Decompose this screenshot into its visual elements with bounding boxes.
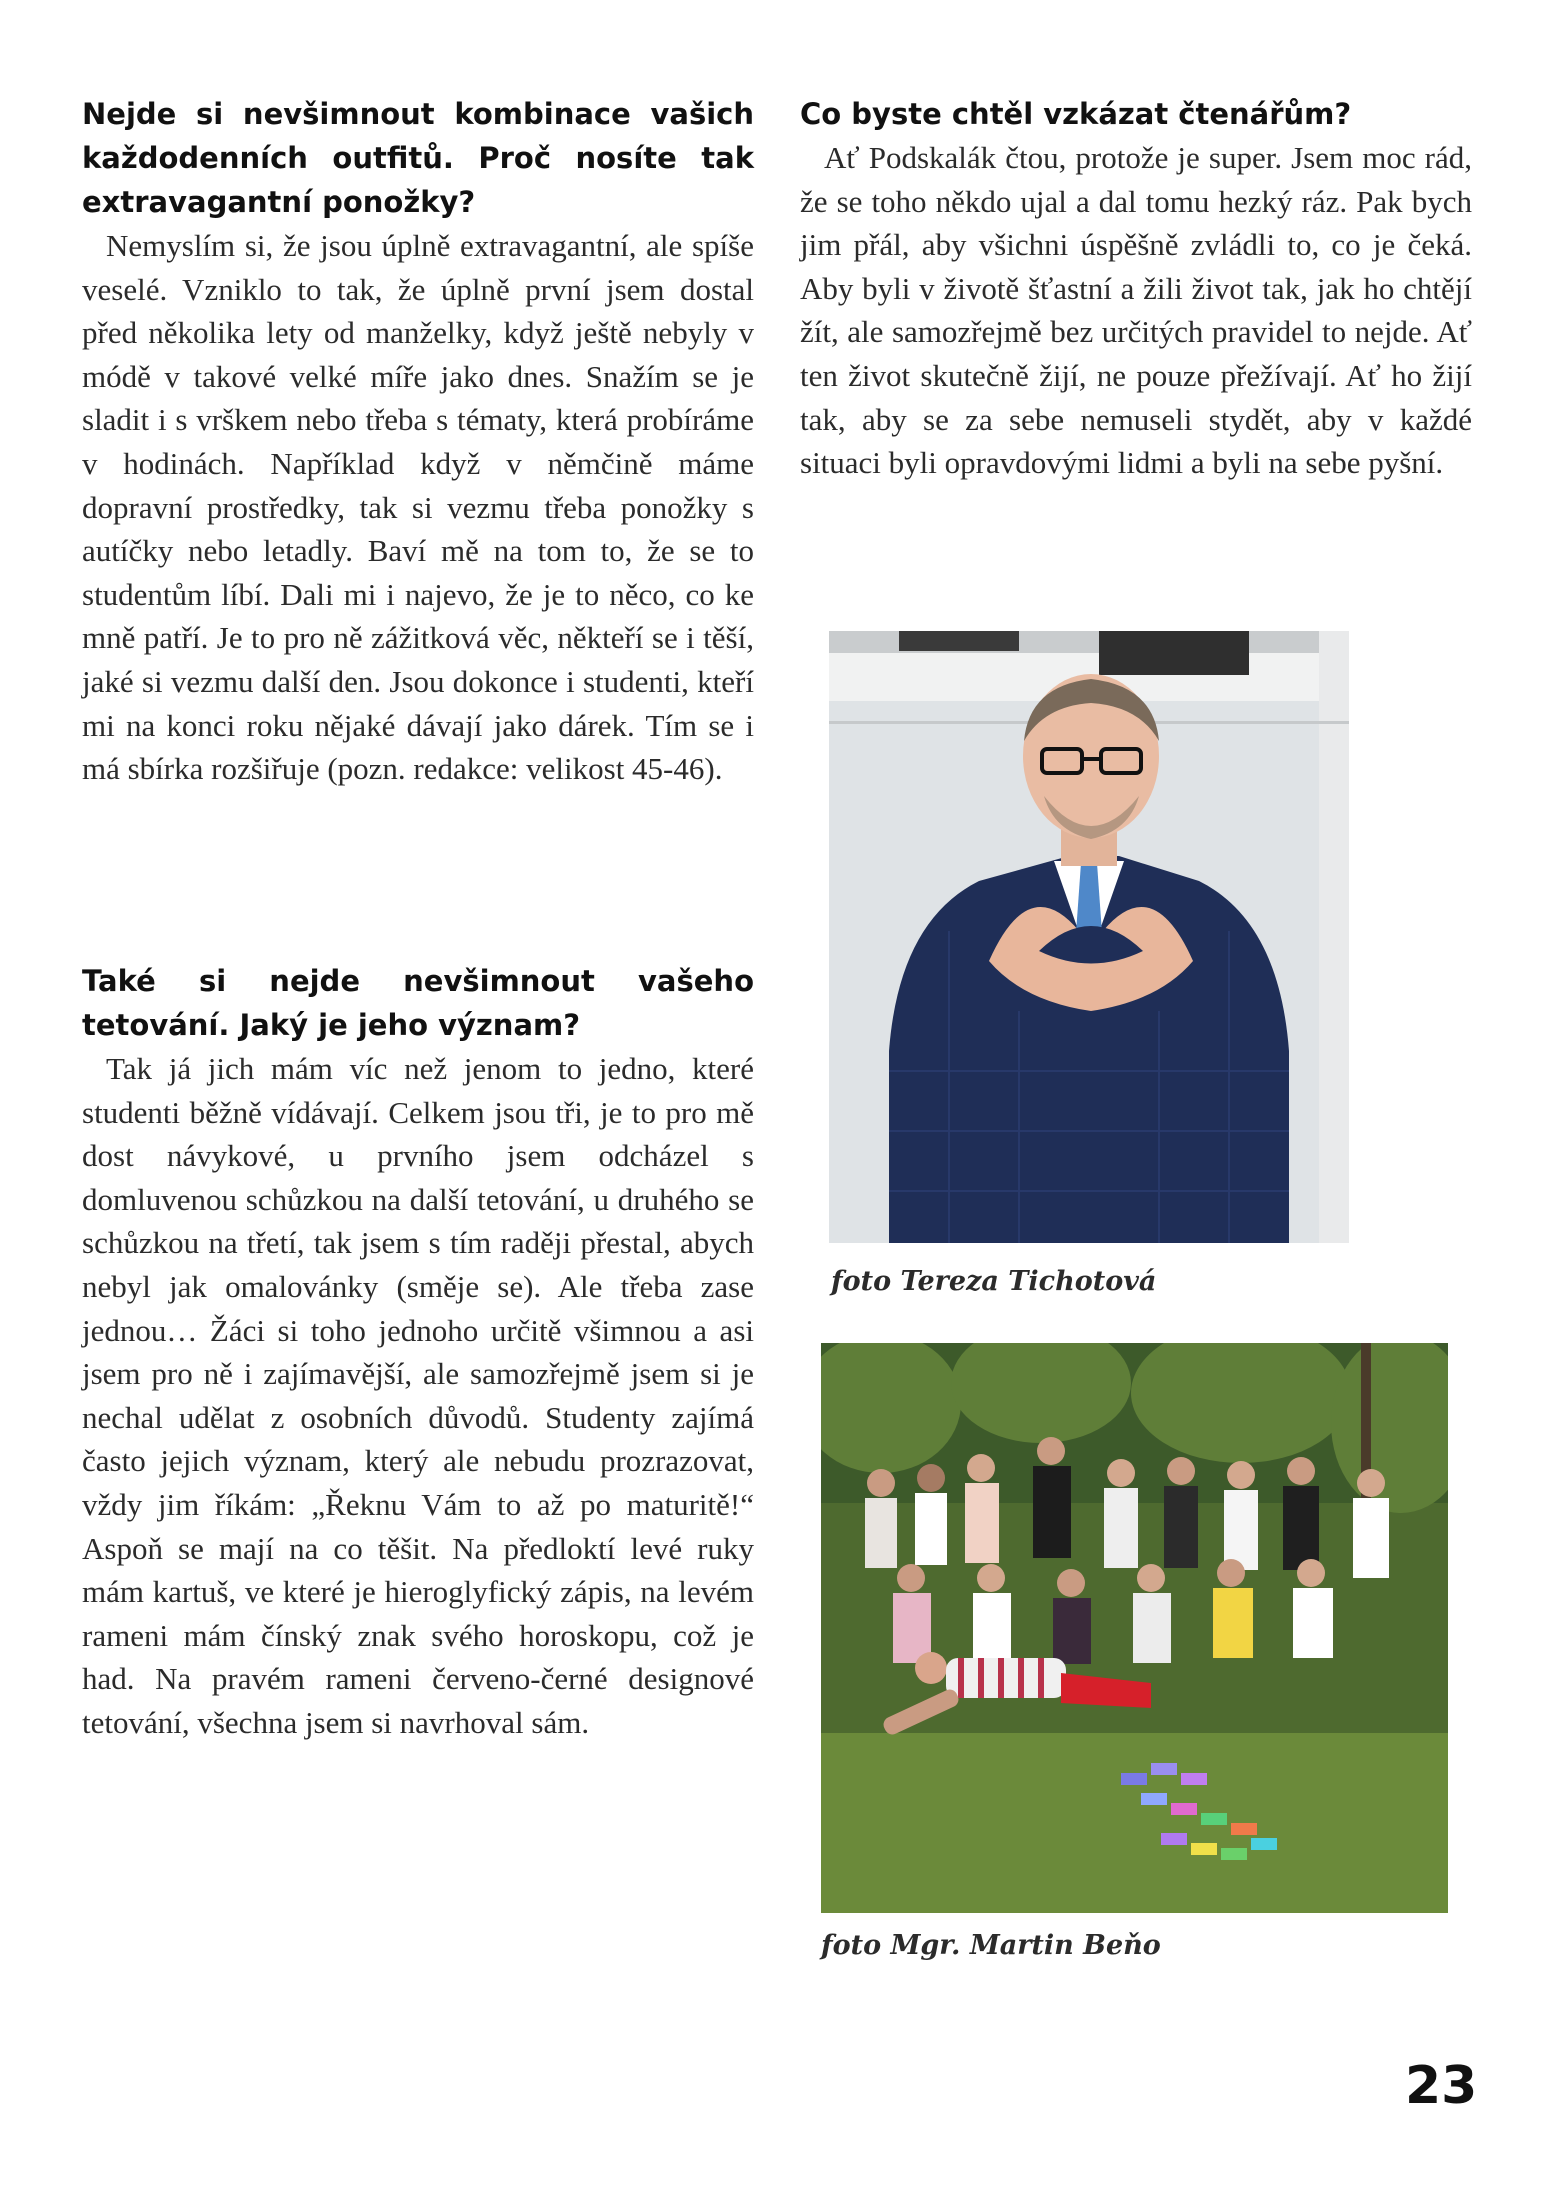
- right-column: [800, 92, 1472, 485]
- portrait-photo: [829, 631, 1349, 1243]
- question-2-heading: Také si nejde nevšimnout vašeho tetování. Jaký je jeho význam?: [82, 964, 754, 1042]
- left-column: [82, 92, 754, 791]
- question-3-heading: Co byste chtěl vzkázat čtenářům?: [800, 97, 1352, 131]
- question-1-heading: Nejde si nevšimnout kombinace vašich každodenních outfitů. Proč nosíte tak extravagantní ponožky?: [82, 97, 754, 219]
- answer-2-text: Tak já jich mám víc než jenom to jedno, které studenti běžně vídávají. Celkem jsou tři, je to pro mě dost návykové, u prvního jsem odcházel s domluvenou schůzkou na další tetování, u druhého se schůzkou na třetí, tak jsem s tím raději přestal, abych nebyl jak omalovánky (směje se). Ale třeba zase jednou… Žáci si toho jednoho určitě všimnou a asi jsem pro ně i zajímavější, ale samozřejmě jsem si je nechal udělat z osobních důvodů. Studenty zajímá často jejich význam, který ale nebudu prozrazovat, vždy jim říkám: „Řeknu Vám to až po maturitě!“ Aspoň se mají na co těšit. Na předloktí levé ruky mám kartuš, ve které je hieroglyfický zápis, na levém rameni mám čínský znak svého horoskopu, což je had. Na pravém rameni červeno-černé designové tetování, všechna jsem si navrhoval sám.: [82, 1051, 754, 1740]
- answer-1-text: Nemyslím si, že jsou úplně extravagantní, ale spíše veselé. Vzniklo to tak, že úplně první jsem dostal před několika lety od manželky, když ještě nebyly v módě v takové velké míře jako dnes. Snažím se je sladit i s vrškem nebo třeba s tématy, která probíráme v hodinách. Například když v němčině máme dopravní prostředky, tak si vezmu třeba ponožky s autíčky nebo letadly. Baví mě na tom to, že se to studentům líbí. Dali mi i najevo, že je to něco, co ke mně patří. Je to pro ně zážitková věc, někteří se i těší, jaké si vezmu další den. Jsou dokonce i studenti, kteří mi na konci roku nějaké dávají jako dárek. Tím se i má sbírka rozšiřuje (pozn. redakce: velikost 45-46).: [82, 228, 754, 787]
- portrait-illustration: [829, 631, 1349, 1243]
- group-illustration: [821, 1343, 1448, 1913]
- portrait-caption: foto Tereza Tichotová: [831, 1266, 1157, 1297]
- page-number: 23: [1405, 2056, 1478, 2116]
- answer-3-text: Ať Podskalák čtou, protože je super. Jsem moc rád, že se toho někdo ujal a dal tomu hezký ráz. Pak bych jim přál, aby všichni úspěšně zvládli to, co je čeká. Aby byli v životě šťastní a žili život tak, jak ho chtějí žít, ale samozřejmě bez určitých pravidel to nejde. Ať ten život skutečně žijí, ne pouze přežívají. Ať ho žijí tak, aby se za sebe nemuseli stydět, aby v každé situaci byli opravdovými lidmi a byli na sebe pyšní.: [800, 140, 1472, 481]
- question-2-block: [82, 959, 754, 1745]
- group-caption: foto Mgr. Martin Beňo: [821, 1930, 1161, 1961]
- group-photo: [821, 1343, 1448, 1913]
